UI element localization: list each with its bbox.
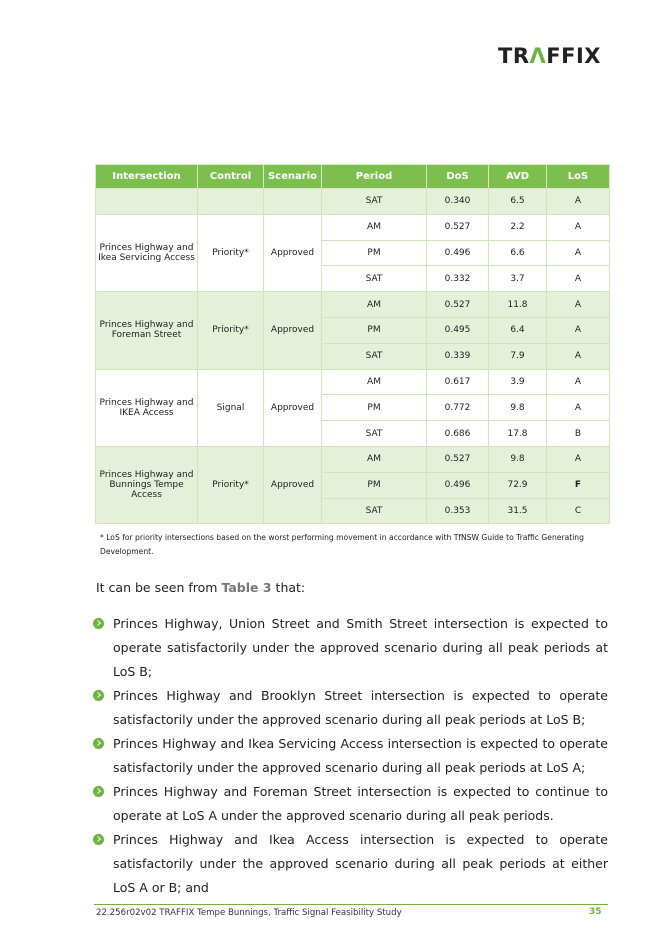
cell-avd: 3.7	[489, 266, 547, 292]
footer-divider	[94, 904, 608, 905]
footer-document-reference: 22.256r02v02 TRAFFIX Tempe Bunnings, Traffic Signal Feasibility Study	[96, 908, 402, 918]
table-row	[96, 369, 610, 395]
cell-los: A	[547, 214, 610, 240]
cell-los-fail: F	[547, 472, 610, 498]
level-of-service-table	[95, 164, 610, 524]
chevron-bullet-icon	[93, 690, 104, 701]
page-number: 35	[589, 907, 602, 917]
list-item: Princes Highway and Brooklyn Street intersection is expected to operate satisfactorily under the approved scenario during all peak periods at LoS B;	[92, 684, 608, 732]
cell-dos: 0.527	[427, 446, 489, 472]
cell-los: A	[547, 240, 610, 266]
cell-los: A	[547, 189, 610, 215]
cell-los: A	[547, 343, 610, 369]
cell-period: AM	[322, 292, 427, 318]
cell-intersection: Princes Highway and Ikea Servicing Access	[96, 214, 198, 291]
list-item: Princes Highway and Ikea Servicing Access intersection is expected to operate satisfactorily under the approved scenario during all peak periods at LoS A;	[92, 732, 608, 780]
cell-avd: 17.8	[489, 421, 547, 447]
cell-avd: 6.5	[489, 189, 547, 215]
cell-period: AM	[322, 446, 427, 472]
cell-dos: 0.496	[427, 240, 489, 266]
cell-period: SAT	[322, 266, 427, 292]
cell-period: PM	[322, 317, 427, 343]
cell-dos: 0.339	[427, 343, 489, 369]
cell-control: Signal	[198, 369, 264, 446]
table-row	[96, 292, 610, 318]
table-row	[96, 189, 610, 215]
header-scenario: Scenario	[264, 165, 322, 189]
cell-period: PM	[322, 472, 427, 498]
cell-avd: 7.9	[489, 343, 547, 369]
cell-period: PM	[322, 240, 427, 266]
cell-avd: 11.8	[489, 292, 547, 318]
cell-dos: 0.496	[427, 472, 489, 498]
list-item: Princes Highway and Ikea Access intersection is expected to operate satisfactorily under the approved scenario during all peak periods at either LoS A or B; and	[92, 828, 608, 900]
chevron-bullet-icon	[93, 834, 104, 845]
cell-period: AM	[322, 214, 427, 240]
cell-avd: 9.8	[489, 395, 547, 421]
cell-scenario: Approved	[264, 446, 322, 523]
cell-avd: 72.9	[489, 472, 547, 498]
cell-period: SAT	[322, 343, 427, 369]
cell-scenario: Approved	[264, 292, 322, 369]
table-header-row	[96, 165, 610, 189]
cell-scenario: Approved	[264, 369, 322, 446]
cell-period: PM	[322, 395, 427, 421]
header-los: LoS	[547, 165, 610, 189]
cell-control: Priority*	[198, 214, 264, 291]
table-row	[96, 446, 610, 472]
cell-control: Priority*	[198, 446, 264, 523]
cell-intersection: Princes Highway and Foreman Street	[96, 292, 198, 369]
header-intersection: Intersection	[96, 165, 198, 189]
cell-avd: 31.5	[489, 498, 547, 524]
cell-los: A	[547, 266, 610, 292]
intro-sentence: It can be seen from Table 3 that:	[96, 580, 306, 595]
cell-dos: 0.617	[427, 369, 489, 395]
chevron-bullet-icon	[93, 618, 104, 629]
cell-dos: 0.340	[427, 189, 489, 215]
cell-period: SAT	[322, 498, 427, 524]
cell-period: SAT	[322, 189, 427, 215]
cell-avd: 3.9	[489, 369, 547, 395]
chevron-bullet-icon	[93, 738, 104, 749]
cell-period: AM	[322, 369, 427, 395]
cell-avd: 6.6	[489, 240, 547, 266]
list-item: Princes Highway and Foreman Street intersection is expected to continue to operate at LoS A under the approved scenario during all peak periods.	[92, 780, 608, 828]
header-control: Control	[198, 165, 264, 189]
list-item: Princes Highway, Union Street and Smith Street intersection is expected to operate satisfactorily under the approved scenario during all peak periods at LoS B;	[92, 612, 608, 684]
table-footnote: * LoS for priority intersections based on the worst performing movement in accordance with TfNSW Guide to Traffic Generating Development.	[100, 533, 584, 556]
cell-scenario: Approved	[264, 214, 322, 291]
cell-dos: 0.353	[427, 498, 489, 524]
cell-los: A	[547, 317, 610, 343]
cell-avd: 6.4	[489, 317, 547, 343]
findings-list	[92, 612, 608, 900]
table-reference-link[interactable]: Table 3	[221, 580, 272, 595]
cell-los: A	[547, 292, 610, 318]
cell-intersection: Princes Highway and Bunnings Tempe Access	[96, 446, 198, 523]
cell-control: Priority*	[198, 292, 264, 369]
cell-los: A	[547, 395, 610, 421]
cell-intersection: Princes Highway and IKEA Access	[96, 369, 198, 446]
cell-period: SAT	[322, 421, 427, 447]
cell-avd: 2.2	[489, 214, 547, 240]
header-period: Period	[322, 165, 427, 189]
cell-dos: 0.686	[427, 421, 489, 447]
cell-los: C	[547, 498, 610, 524]
cell-dos: 0.495	[427, 317, 489, 343]
header-avd: AVD	[489, 165, 547, 189]
cell-dos: 0.527	[427, 214, 489, 240]
cell-los: A	[547, 369, 610, 395]
chevron-bullet-icon	[93, 786, 104, 797]
cell-dos: 0.527	[427, 292, 489, 318]
cell-dos: 0.332	[427, 266, 489, 292]
traffix-logo: TRΛFFIX	[498, 44, 601, 68]
table-row	[96, 214, 610, 240]
cell-avd: 9.8	[489, 446, 547, 472]
cell-los: A	[547, 446, 610, 472]
header-dos: DoS	[427, 165, 489, 189]
cell-los: B	[547, 421, 610, 447]
cell-dos: 0.772	[427, 395, 489, 421]
